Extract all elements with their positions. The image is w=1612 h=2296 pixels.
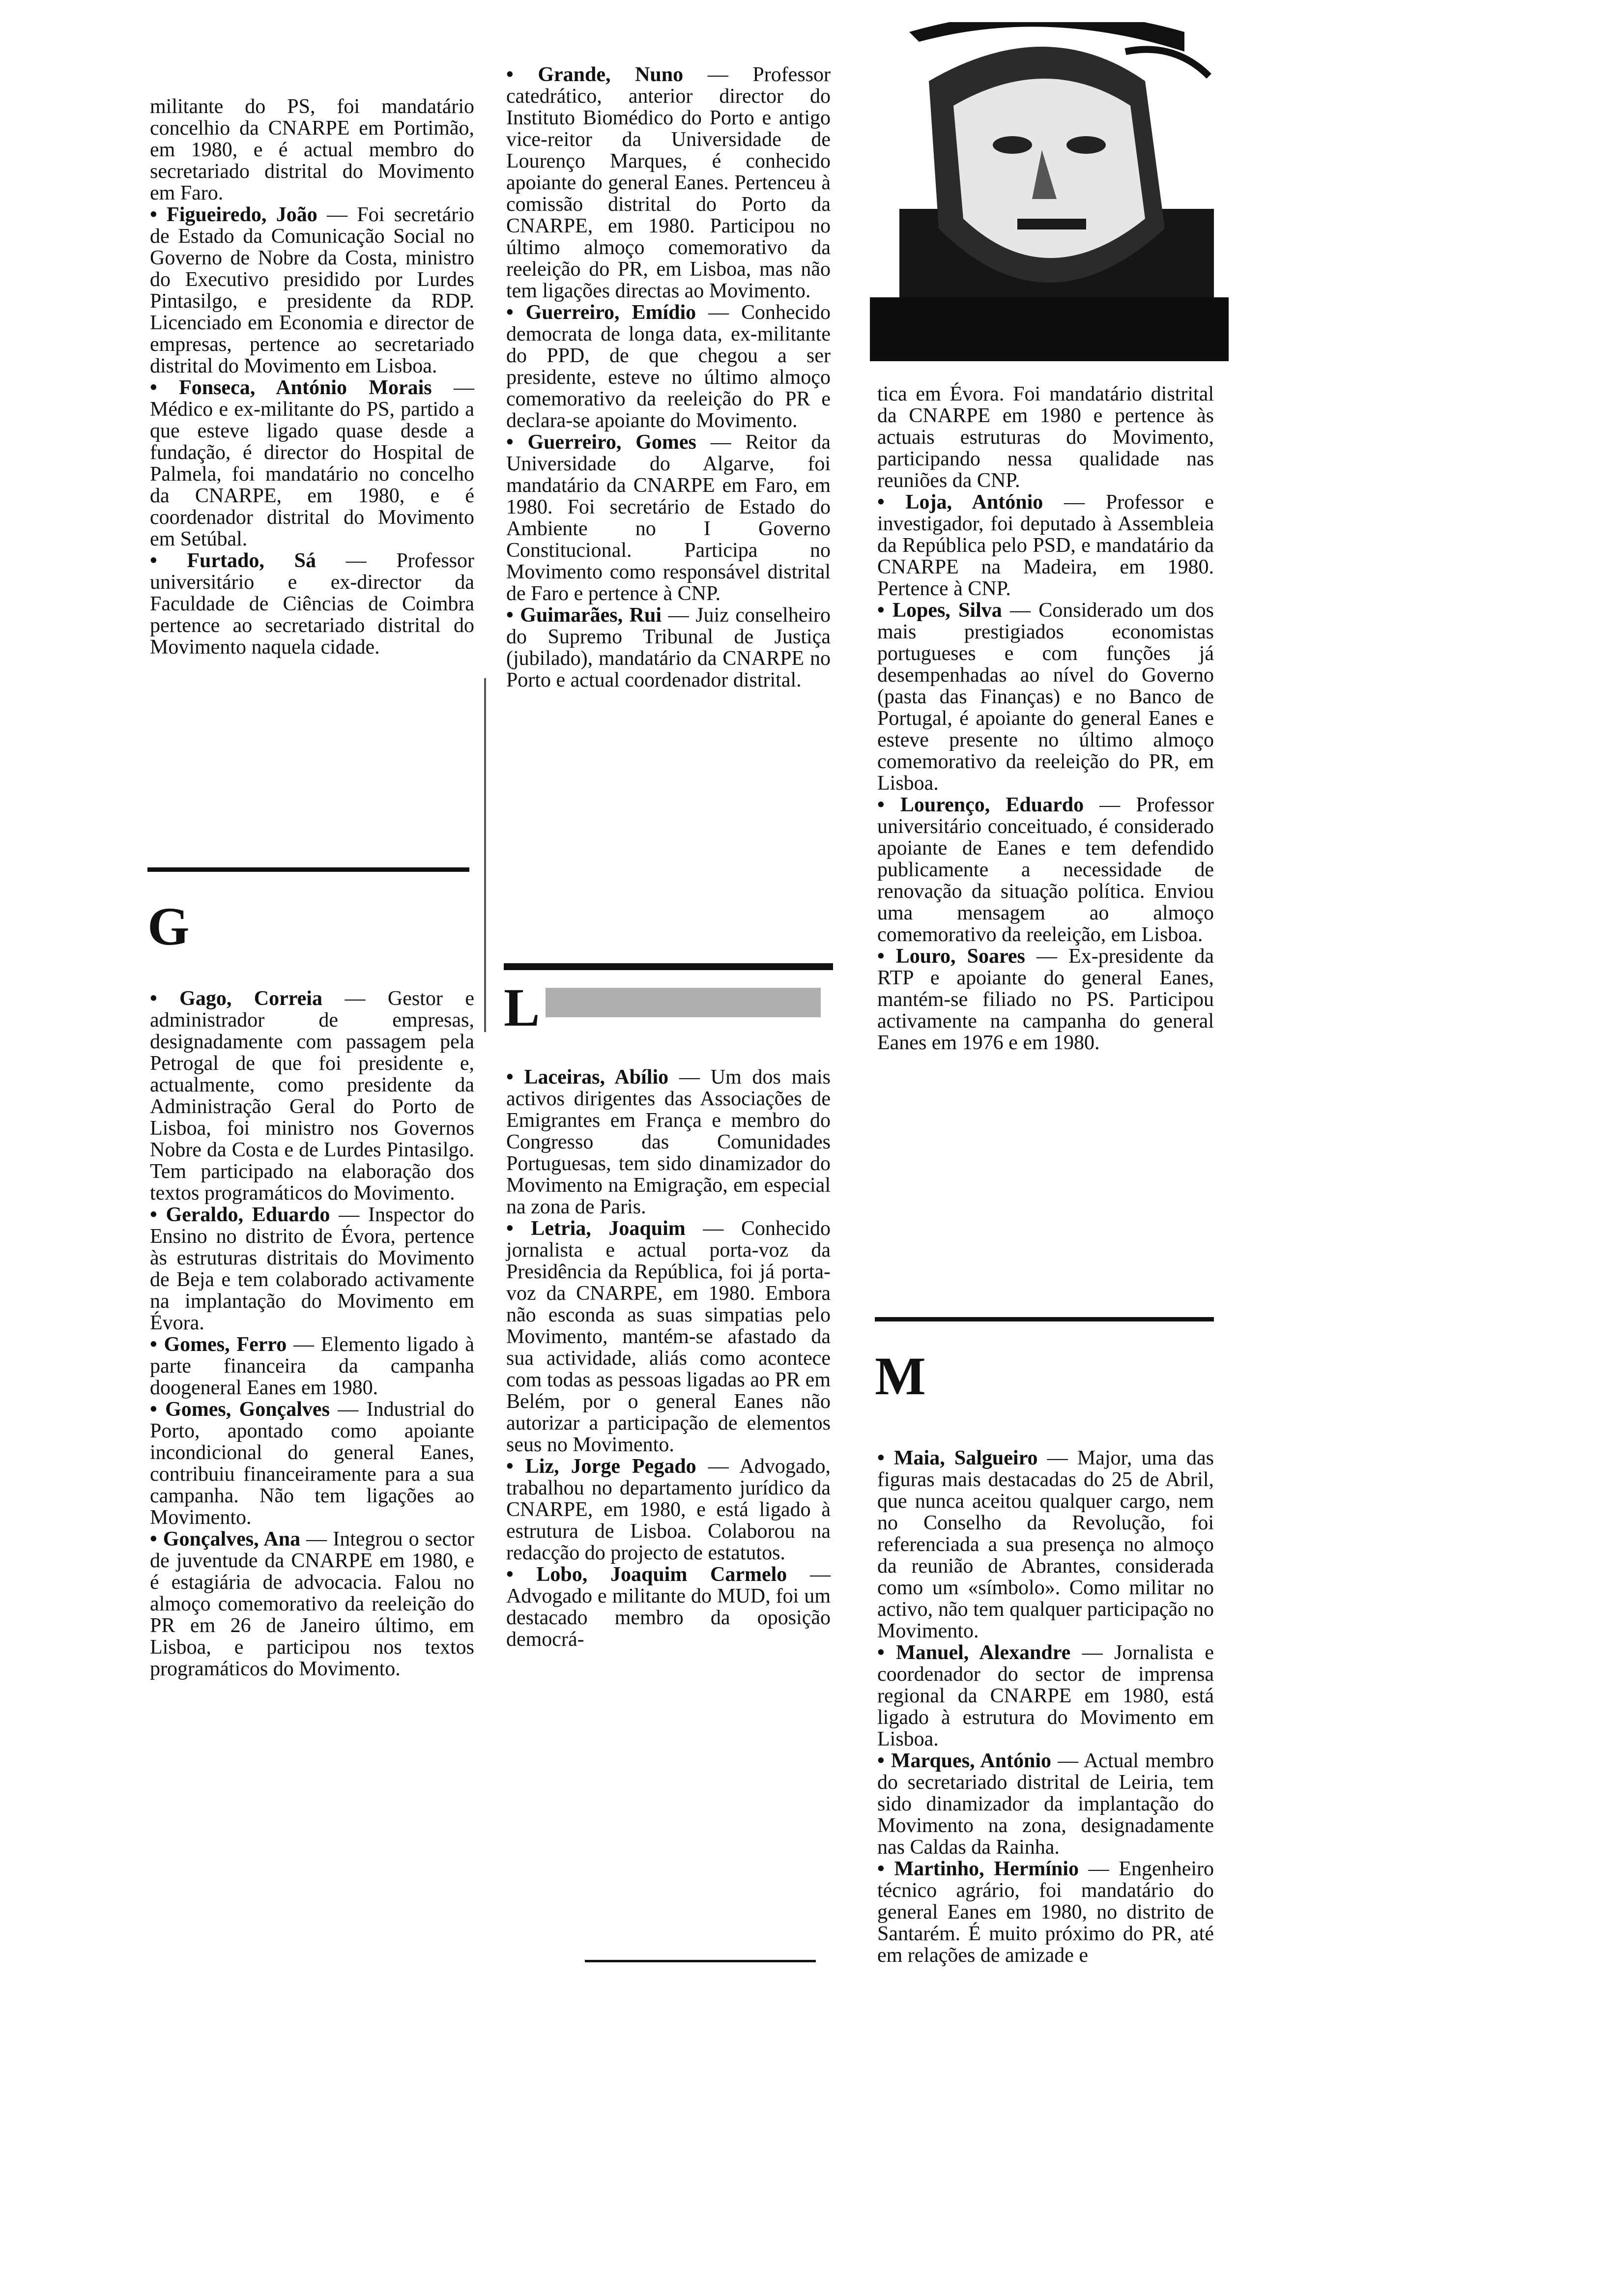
article-entry: • Gonçalves, Ana — Integrou o sector de juventude da CNARPE em 1980, e é estagiária de advocacia. Falou no almoço comemorativo da reeleição do PR em 26 de Janeiro último, em Lisboa, e participou nos textos programáticos do Movimento. (150, 1528, 474, 1680)
article-entry: • Furtado, Sá — Professor universitário e ex-director da Faculdade de Ciências de Coimbra pertence ao secretariado distrital do Movimento naquela cidade. (150, 549, 475, 659)
column-2-top (506, 64, 831, 691)
article-entry: • Laceiras, Abílio — Um dos mais activos dirigentes das Associações de Emigrantes em França e membro do Congresso das Comunidades Portuguesas, tem sido dinamizador do Movimento na Emigração, em especial na zona de Paris. (506, 1066, 831, 1218)
entry-text: Médico e ex-militante do PS, partido a que esteve ligado quase desde a fundação, é director do Hospital de Palmela, foi mandatário no concelho da CNARPE, em 1980, e é coordenador distrital do Movimento em Setúbal. (150, 398, 474, 550)
article-entry: • Gomes, Ferro — Elemento ligado à parte financeira da campanha doogeneral Eanes em 1980. (150, 1333, 474, 1399)
article-entry: • Fonseca, António Morais — Médico e ex-militante do PS, partido a que esteve ligado quase desde a fundação, é director do Hospital de Palmela, foi mandatário no concelho da CNARPE, em 1980, e é coordenador distrital do Movimento em Setúbal. (150, 376, 475, 550)
entry-name: Geraldo, Eduardo (166, 1204, 330, 1226)
entry-name: Guerreiro, Gomes (527, 431, 696, 454)
entry-name: Loja, António (905, 491, 1043, 514)
entry-text: Considerado um dos mais prestigiados economistas portugueses e com funções já desempenhadas ao nível do Governo (pasta das Finanças) e no Banco de Portugal, é apoiante do general Eanes e esteve presente no último almoço comemorativo da reeleição do PR, em Lisboa. (877, 599, 1214, 795)
entry-name: Figueiredo, João (167, 203, 317, 226)
article-entry: • Loja, António — Professor e investigador, foi deputado à Assembleia da República pelo PSD, e mandatário da CNARPE na Madeira, em 1980. Pertence à CNP. (877, 491, 1214, 600)
bullet-icon: • (877, 1858, 894, 1880)
bullet-icon: • (150, 1204, 166, 1226)
bullet-icon: • (150, 549, 187, 572)
entry-text: Elemento ligado à parte financeira da campanha doogeneral Eanes em 1980. (150, 1333, 474, 1399)
article-entry: • Gomes, Gonçalves — Industrial do Porto, apontado como apoiante incondicional do general Eanes, contribuiu financeiramente para a sua campanha. Não tem ligações ao Movimento. (150, 1398, 475, 1529)
column-3-m-section (877, 1447, 1214, 1966)
section-letter-m: M (875, 1346, 926, 1406)
section-letter-l: L (504, 977, 540, 1037)
article-entry: • Lobo, Joaquim Carmelo — Advogado e militante do MUD, foi um destacado membro da oposição democrá- (506, 1563, 831, 1651)
bullet-icon: • (506, 431, 528, 454)
entry-name: Gonçalves, Ana (163, 1528, 301, 1550)
bullet-icon: • (150, 1528, 163, 1550)
entry-text: Advogado, trabalhou no departamento jurídico da CNARPE, em 1980, e está ligado à estrutura de Lisboa. Colaborou na redacção do projecto de estatutos. (506, 1455, 831, 1564)
article-entry (150, 96, 474, 204)
article-entry: • Gago, Correia — Gestor e administrador de empresas, designadamente com passagem pela Petrogal de que foi presidente e, actualmente, como presidente da Administração Geral do Porto de Lisboa, foi ministro nos Governos Nobre da Costa e de Lurdes Pintasilgo. Tem participado na elaboração dos textos programáticos do Movimento. (150, 987, 474, 1205)
entry-name: Grande, Nuno (538, 63, 684, 86)
entry-text: Major, uma das figuras mais destacadas do 25 de Abril, que nunca aceitou qualquer cargo, nem no Conselho da Revolução, foi referenciada a sua presença no almoço da reunião de Abrantes, considerada como um «símbolo». Como militar no activo, não tem qualquer participação no Movimento. (877, 1447, 1214, 1642)
entry-text: Integrou o sector de juventude da CNARPE em 1980, e é estagiária de advocacia. Falou no almoço comemorativo da reeleição do PR em 26 de Janeiro último, em Lisboa, e participou nos textos programáticos do Movimento. (150, 1528, 474, 1680)
section-divider (147, 867, 469, 872)
bullet-icon: • (150, 1333, 164, 1356)
article-entry: • Grande, Nuno — Professor catedrático, anterior director do Instituto Biomédico do Porto e antigo vice-reitor da Universidade de Lourenço Marques, é conhecido apoiante do general Eanes. Pertenceu à comissão distrital do Porto da CNARPE, em 1980. Participou no último almoço comemorativo da reeleição do PR, em Lisboa, mas não tem ligações directas ao Movimento. (506, 63, 831, 302)
print-smudge (546, 988, 821, 1017)
entry-text: Professor catedrático, anterior director do Instituto Biomédico do Porto e antigo vice-reitor da Universidade de Lourenço Marques, é conhecido apoiante do general Eanes. Pertenceu à comissão distrital do Porto da CNARPE, em 1980. Participou no último almoço comemorativo da reeleição do PR, em Lisboa, mas não tem ligações directas ao Movimento. (506, 63, 831, 302)
article-entry: • Guerreiro, Emídio — Conhecido democrata de longa data, ex-militante do PPD, de que chegou a ser presidente, esteve no último almoço comemorativo da reeleição do PR e declara-se apoiante do Movimento. (506, 301, 831, 432)
article-entry: • Louro, Soares — Ex-presidente da RTP e apoiante do general Eanes, mantém-se filiado no PS. Participou activamente na campanha do general Eanes em 1976 e em 1980. (877, 945, 1214, 1054)
section-letter-g: G (147, 896, 190, 956)
entry-name: Louro, Soares (895, 945, 1025, 968)
entry-name: Marques, António (891, 1750, 1052, 1772)
entry-name: Martinho, Hermínio (894, 1858, 1079, 1880)
article-entry: • Geraldo, Eduardo — Inspector do Ensino no distrito de Évora, pertence às estruturas distritais do Movimento de Beja e tem colaborado activamente na implantação do Movimento em Évora. (150, 1204, 474, 1334)
entry-text: Engenheiro técnico agrário, foi mandatário do general Eanes em 1980, no distrito de Santarém. É muito próximo do PR, até em relações de amizade e (877, 1858, 1214, 1967)
entry-name: Guerreiro, Emídio (525, 301, 696, 324)
bullet-icon: • (506, 1563, 537, 1586)
column-3-top (877, 383, 1214, 1054)
portrait-photo (870, 22, 1229, 361)
entry-name: Fonseca, António Morais (179, 376, 432, 399)
entry-name: Lobo, Joaquim Carmelo (536, 1563, 787, 1586)
article-entry: • Lopes, Silva — Considerado um dos mais prestigiados economistas portugueses e com funções já desempenhadas ao nível do Governo (pasta das Finanças) e no Banco de Portugal, é apoiante do general Eanes e esteve presente no último almoço comemorativo da reeleição do PR, em Lisboa. (877, 599, 1214, 795)
article-entry: • Lourenço, Eduardo — Professor universitário conceituado, é considerado apoiante de Eanes e tem defendido publicamente a necessidade de renovação da situação política. Enviou uma mensagem ao almoço comemorativo da reeleição, em Lisboa. (877, 794, 1214, 946)
entry-name: Manuel, Alexandre (896, 1641, 1071, 1664)
entry-name: Gomes, Ferro (164, 1333, 287, 1356)
entry-text: Foi secretário de Estado da Comunicação Social no Governo de Nobre da Costa, ministro do Executivo presidido por Lurdes Pintasilgo, e presidente da RDP. Licenciado em Economia e director de empresas, pertence ao secretariado distrital do Movimento em Lisboa. (150, 203, 474, 377)
bullet-icon: • (150, 376, 179, 399)
entry-text: militante do PS, foi mandatário concelhio da CNARPE em Portimão, em 1980, e é actual membro do secretariado distrital do Movimento em Faro. (150, 95, 474, 204)
entry-name: Gago, Correia (179, 987, 322, 1010)
entry-text: Actual membro do secretariado distrital de Leiria, tem sido dinamizador da implantação do Movimento na zona, designadamente nas Caldas da Rainha. (877, 1750, 1214, 1859)
bullet-icon: • (877, 491, 906, 514)
bullet-icon: • (150, 203, 167, 226)
column-1-g-section (150, 988, 474, 1680)
entry-name: Laceiras, Abílio (524, 1066, 669, 1089)
entry-text: Professor universitário e ex-director da Faculdade de Ciências de Coimbra pertence ao secretariado distrital do Movimento naquela cidade. (150, 549, 475, 659)
entry-text: tica em Évora. Foi mandatário distrital da CNARPE em 1980 e pertence às actuais estruturas do Movimento, participando nessa qualidade nas reuniões da CNP. (877, 383, 1214, 492)
bullet-icon: • (877, 945, 896, 968)
portrait-image (870, 22, 1229, 361)
entry-text: Jornalista e coordenador do sector de imprensa regional da CNARPE em 1980, está ligado à estrutura do Movimento em Lisboa. (877, 1641, 1214, 1751)
article-entry: • Guerreiro, Gomes — Reitor da Universidade do Algarve, foi mandatário da CNARPE em Faro, em 1980. Foi secretário de Estado do Ambiente no I Governo Constitucional. Participa no Movimento como responsável distrital de Faro e pertence à CNP. (506, 431, 831, 605)
bullet-icon: • (506, 1455, 525, 1478)
article-entry: • Martinho, Hermínio — Engenheiro técnico agrário, foi mandatário do general Eanes em 1980, no distrito de Santarém. É muito próximo do PR, até em relações de amizade e (877, 1858, 1214, 1967)
bullet-icon: • (150, 1398, 166, 1421)
entry-text: Industrial do Porto, apontado como apoiante incondicional do general Eanes, contribuiu financeiramente para a sua campanha. Não tem ligações ao Movimento. (150, 1398, 475, 1529)
bullet-icon: • (506, 301, 526, 324)
entry-name: Lopes, Silva (892, 599, 1002, 622)
column-2-l-section (506, 1066, 831, 1650)
article-entry: • Letria, Joaquim — Conhecido jornalista e actual porta-voz da Presidência da República, foi já porta-voz da CNARPE, em 1980. Embora não esconda as suas simpatias pelo Movimento, mantém-se afastado da sua actividade, aliás como acontece com todas as pessoas ligadas ao PR em Belém, por o general Eanes não autorizar a participação de elementos seus no Movimento. (506, 1217, 831, 1456)
column-rule (484, 678, 486, 1032)
bullet-icon: • (877, 1447, 894, 1469)
bullet-icon: • (506, 63, 538, 86)
entry-name: Gomes, Gonçalves (165, 1398, 330, 1421)
entry-text: Gestor e administrador de empresas, designadamente com passagem pela Petrogal de que foi presidente e, actualmente, como presidente da Administração Geral do Porto de Lisboa, foi ministro nos Governos Nobre da Costa e de Lurdes Pintasilgo. Tem participado na elaboração dos textos programáticos do Movimento. (150, 987, 474, 1205)
entry-text: Ex-presidente da RTP e apoiante do general Eanes, mantém-se filiado no PS. Participou activamente na campanha do general Eanes em 1976 e em 1980. (877, 945, 1214, 1054)
article-entry: • Maia, Salgueiro — Major, uma das figuras mais destacadas do 25 de Abril, que nunca aceitou qualquer cargo, nem no Conselho da Revolução, foi referenciada a sua presença no almoço da reunião de Abrantes, considerada como um «símbolo». Como militar no activo, não tem qualquer participação no Movimento. (877, 1447, 1214, 1642)
entry-text: Conhecido jornalista e actual porta-voz da Presidência da República, foi já porta-voz da CNARPE, em 1980. Embora não esconda as suas simpatias pelo Movimento, mantém-se afastado da sua actividade, aliás como acontece com todas as pessoas ligadas ao PR em Belém, por o general Eanes não autorizar a participação de elementos seus no Movimento. (506, 1217, 831, 1456)
entry-text: Advogado e militante do MUD, foi um destacado membro da oposição democrá- (506, 1585, 831, 1651)
entry-name: Liz, Jorge Pegado (525, 1455, 696, 1478)
bullet-icon: • (506, 604, 520, 627)
column-1-top (150, 96, 474, 658)
entry-name: Maia, Salgueiro (893, 1447, 1038, 1469)
entry-text: Conhecido democrata de longa data, ex-militante do PPD, de que chegou a ser presidente, esteve no último almoço comemorativo da reeleição do PR e declara-se apoiante do Movimento. (506, 301, 831, 432)
entry-text: Professor universitário conceituado, é considerado apoiante de Eanes e tem defendido publicamente a necessidade de renovação da situação política. Enviou uma mensagem ao almoço comemorativo da reeleição, em Lisboa. (877, 794, 1214, 946)
entry-text: Reitor da Universidade do Algarve, foi mandatário da CNARPE em Faro, em 1980. Foi secretário de Estado do Ambiente no I Governo Constitucional. Participa no Movimento como responsável distrital de Faro e pertence à CNP. (506, 431, 831, 605)
entry-text: Professor e investigador, foi deputado à Assembleia da República pelo PSD, e mandatário da CNARPE na Madeira, em 1980. Pertence à CNP. (877, 491, 1214, 600)
section-divider (504, 963, 833, 970)
bullet-icon: • (877, 1641, 896, 1664)
entry-name: Lourenço, Eduardo (900, 794, 1084, 816)
bullet-icon: • (877, 599, 892, 622)
article-entry: • Marques, António — Actual membro do secretariado distrital de Leiria, tem sido dinamizador da implantação do Movimento na zona, designadamente nas Caldas da Rainha. (877, 1750, 1214, 1859)
article-entry: • Figueiredo, João — Foi secretário de Estado da Comunicação Social no Governo de Nobre da Costa, ministro do Executivo presidido por Lurdes Pintasilgo, e presidente da RDP. Licenciado em Economia e director de empresas, pertence ao secretariado distrital do Movimento em Lisboa. (150, 203, 474, 377)
entry-text: Inspector do Ensino no distrito de Évora, pertence às estruturas distritais do Movimento de Beja e tem colaborado activamente na implantação do Movimento em Évora. (150, 1204, 474, 1334)
bullet-icon: • (506, 1066, 524, 1089)
entry-name: Guimarães, Rui (520, 604, 662, 627)
entry-text: Um dos mais activos dirigentes das Associações de Emigrantes em França e membro do Congresso das Comunidades Portuguesas, tem sido dinamizador do Movimento na Emigração, em especial na zona de Paris. (506, 1066, 831, 1218)
entry-name: Letria, Joaquim (531, 1217, 686, 1240)
end-divider (585, 1960, 816, 1962)
bullet-icon: • (150, 987, 180, 1010)
entry-text: Juiz conselheiro do Supremo Tribunal de Justiça (jubilado), mandatário da CNARPE no Porto e actual coordenador distrital. (506, 604, 831, 691)
article-entry: • Manuel, Alexandre — Jornalista e coordenador do sector de imprensa regional da CNARPE em 1980, está ligado à estrutura do Movimento em Lisboa. (877, 1641, 1214, 1751)
article-entry (877, 383, 1214, 491)
section-divider (875, 1317, 1214, 1321)
bullet-icon: • (877, 794, 900, 816)
entry-name: Furtado, Sá (187, 549, 316, 572)
article-entry: • Liz, Jorge Pegado — Advogado, trabalhou no departamento jurídico da CNARPE, em 1980, e está ligado à estrutura de Lisboa. Colaborou na redacção do projecto de estatutos. (506, 1455, 831, 1564)
article-entry: • Guimarães, Rui — Juiz conselheiro do Supremo Tribunal de Justiça (jubilado), mandatário da CNARPE no Porto e actual coordenador distrital. (506, 604, 831, 691)
bullet-icon: • (506, 1217, 531, 1240)
bullet-icon: • (877, 1750, 891, 1772)
